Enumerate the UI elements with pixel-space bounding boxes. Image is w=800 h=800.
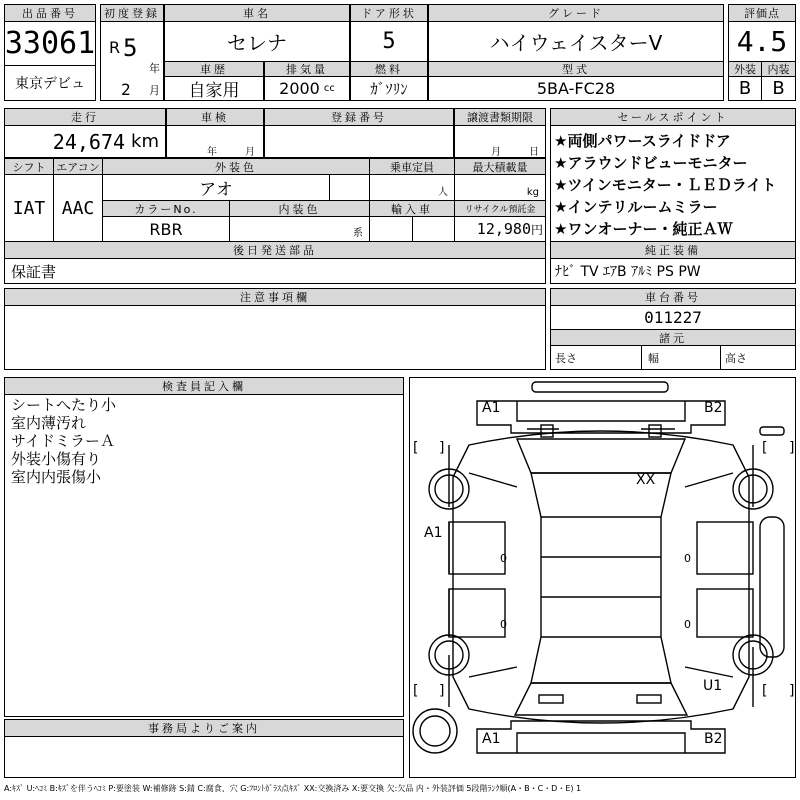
- model-label: 型式: [428, 61, 724, 77]
- color-no-label: カラーNo.: [102, 200, 230, 217]
- ext-color-extra: [329, 174, 370, 201]
- inspection-label: 車検: [166, 108, 264, 126]
- reg-no-box: [264, 125, 454, 158]
- inspector-line: サイドミラーＡ: [11, 432, 115, 450]
- score-value: 4.5: [728, 21, 796, 62]
- int-color-label: 内装色: [229, 200, 370, 217]
- car-diagram: [409, 377, 796, 778]
- sales-point-item: ★インテリルームミラー: [554, 198, 718, 216]
- first-reg-label: 初度登録: [100, 4, 164, 22]
- recycle-value: 12,980: [476, 220, 531, 238]
- first-reg-year: 5: [123, 34, 138, 62]
- capacity-label: 乗車定員: [369, 158, 455, 175]
- transfer-month-unit: 月: [491, 147, 501, 158]
- fuel-value: ｶﾞｿﾘﾝ: [350, 76, 428, 101]
- office-box: [4, 736, 404, 778]
- mirror-bracket-left-close: ]: [439, 440, 445, 456]
- spec-length: 長さ: [550, 345, 642, 370]
- mirror-bracket-left: [: [413, 440, 419, 456]
- rear-bracket-left-close: ]: [439, 683, 445, 699]
- inspector-line: 室内内張傷小: [11, 468, 102, 486]
- history-label: 車歴: [164, 61, 264, 77]
- damage-a1-left: A1: [424, 525, 443, 541]
- import-box-a: [369, 216, 413, 242]
- mileage-unit: km: [131, 131, 159, 152]
- first-reg-year-unit: 年: [149, 62, 160, 75]
- displacement-unit: cc: [323, 83, 335, 94]
- import-box-b: [412, 216, 455, 242]
- transfer-box: [454, 125, 546, 158]
- equipment-label: 純正装備: [550, 241, 796, 259]
- inspection-month-unit: 月: [245, 147, 255, 158]
- max-load-unit: kg: [454, 174, 546, 201]
- doors-value: 5: [350, 21, 428, 62]
- sales-point-item: ★アラウンドビューモニター: [554, 154, 748, 172]
- inspector-line: シートへたり小: [11, 396, 117, 414]
- car-name-label: 車名: [164, 4, 350, 22]
- aircon-value: AAC: [53, 174, 103, 242]
- transfer-label: 譲渡書類期限: [454, 108, 546, 126]
- sales-point-item: ★ツインモニター・ＬＥＤライト: [554, 176, 777, 194]
- mileage-value: 24,674: [52, 129, 126, 154]
- mileage-label: 走行: [4, 108, 166, 126]
- damage-xx: XX: [636, 472, 656, 488]
- int-color-unit: 系: [229, 216, 370, 242]
- first-reg-era: R: [109, 38, 121, 57]
- office-label: 事務局よりご案内: [4, 719, 404, 737]
- inspector-box: [4, 394, 404, 717]
- lot-number: 33061: [4, 21, 96, 66]
- mileage-box: [4, 125, 166, 158]
- model-value: 5BA-FC28: [428, 76, 724, 101]
- recycle-label: リサイクル預託金: [454, 200, 546, 217]
- car-name: セレナ: [164, 21, 350, 62]
- mirror-bracket-right: [: [762, 440, 768, 456]
- inspector-line: 室内薄汚れ: [11, 414, 87, 432]
- recycle-box: [454, 216, 546, 242]
- reg-no-label: 登録番号: [264, 108, 454, 126]
- int-score-label: 内装: [761, 61, 796, 77]
- displacement-label: 排気量: [264, 61, 350, 77]
- chassis-label: 車台番号: [550, 288, 796, 306]
- sales-point-item: ★ワンオーナー・純正ＡＷ: [554, 220, 733, 238]
- history-value: 自家用: [164, 76, 264, 101]
- later-parts-value: 保証書: [4, 258, 546, 284]
- color-no-value: RBR: [102, 216, 230, 242]
- panel-zero-right-rear: 0: [684, 618, 691, 631]
- shift-label: シフト: [4, 158, 54, 175]
- legend-text: A:ｷｽﾞ U:ﾍｺﾐ B:ｷｽﾞを伴うﾍｺﾐ P:要塗装 W:補修跡 S:錆 C:腐食、穴 G:ﾌﾛﾝﾄｶﾞﾗｽ点ｷｽﾞ XX:交換済み X:要交換 欠:欠品 内・外装評価 5段階ﾗﾝｸ順(A・B・C・D・E) 1: [4, 784, 582, 793]
- spec-height: 高さ: [720, 345, 796, 370]
- sales-points-label: セールスポイント: [550, 108, 796, 126]
- aircon-label: エアコン: [53, 158, 103, 175]
- lot-label: 出品番号: [4, 4, 96, 22]
- recycle-unit: 円: [530, 222, 543, 237]
- sales-point-item: ★両側パワースライドドア: [554, 132, 731, 150]
- inspector-label: 検査員記入欄: [4, 377, 404, 395]
- notes-box: [4, 305, 546, 370]
- rear-bracket-left: [: [413, 683, 419, 699]
- score-label: 評価点: [728, 4, 796, 22]
- grade-label: グレード: [428, 4, 724, 22]
- ext-score: B: [728, 76, 762, 101]
- panel-zero-right: 0: [684, 552, 691, 565]
- capacity-unit: 人: [369, 174, 455, 201]
- chassis-value: 011227: [550, 305, 796, 330]
- doors-label: ドア形状: [350, 4, 428, 22]
- grade-value: ハイウェイスターV: [428, 21, 724, 62]
- damage-u1: U1: [703, 678, 723, 694]
- panel-zero-left-rear: 0: [500, 618, 507, 631]
- rear-bracket-right: [: [762, 683, 768, 699]
- first-reg-box: [100, 21, 164, 101]
- inspector-line: 外装小傷有り: [11, 450, 102, 468]
- damage-b2-top-right: B2: [704, 400, 723, 416]
- ext-score-label: 外装: [728, 61, 762, 77]
- damage-a1-top-left: A1: [482, 400, 501, 416]
- spec-width: 幅: [641, 345, 721, 370]
- specs-label: 諸元: [550, 329, 796, 346]
- later-parts-label: 後日発送部品: [4, 241, 546, 259]
- debut-label: 東京デビュ: [4, 65, 96, 101]
- equipment-value: ﾅﾋﾞ TV ｴｱB ｱﾙﾐ PS PW: [550, 258, 796, 284]
- first-reg-month: 2: [121, 80, 131, 99]
- inspection-box: [166, 125, 264, 158]
- ext-color-value: アオ: [102, 174, 330, 201]
- notes-label: 注意事項欄: [4, 288, 546, 306]
- displacement-value: 2000: [279, 79, 320, 98]
- panel-zero-left: 0: [500, 552, 507, 565]
- rear-bracket-right-close: ]: [789, 683, 795, 699]
- max-load-label: 最大積載量: [454, 158, 546, 175]
- fuel-label: 燃料: [350, 61, 428, 77]
- transfer-day-unit: 日: [529, 147, 539, 158]
- displacement-box: [264, 76, 350, 101]
- inspection-year-unit: 年: [207, 147, 217, 158]
- int-score: B: [761, 76, 796, 101]
- mirror-bracket-right-close: ]: [789, 440, 795, 456]
- damage-b2-bottom-right: B2: [704, 731, 723, 747]
- first-reg-month-unit: 月: [149, 84, 160, 97]
- ext-color-label: 外装色: [102, 158, 370, 175]
- damage-a1-bottom-left: A1: [482, 731, 501, 747]
- shift-value: IAT: [4, 174, 54, 242]
- import-label: 輸入車: [369, 200, 455, 217]
- sales-points-box: [550, 125, 796, 243]
